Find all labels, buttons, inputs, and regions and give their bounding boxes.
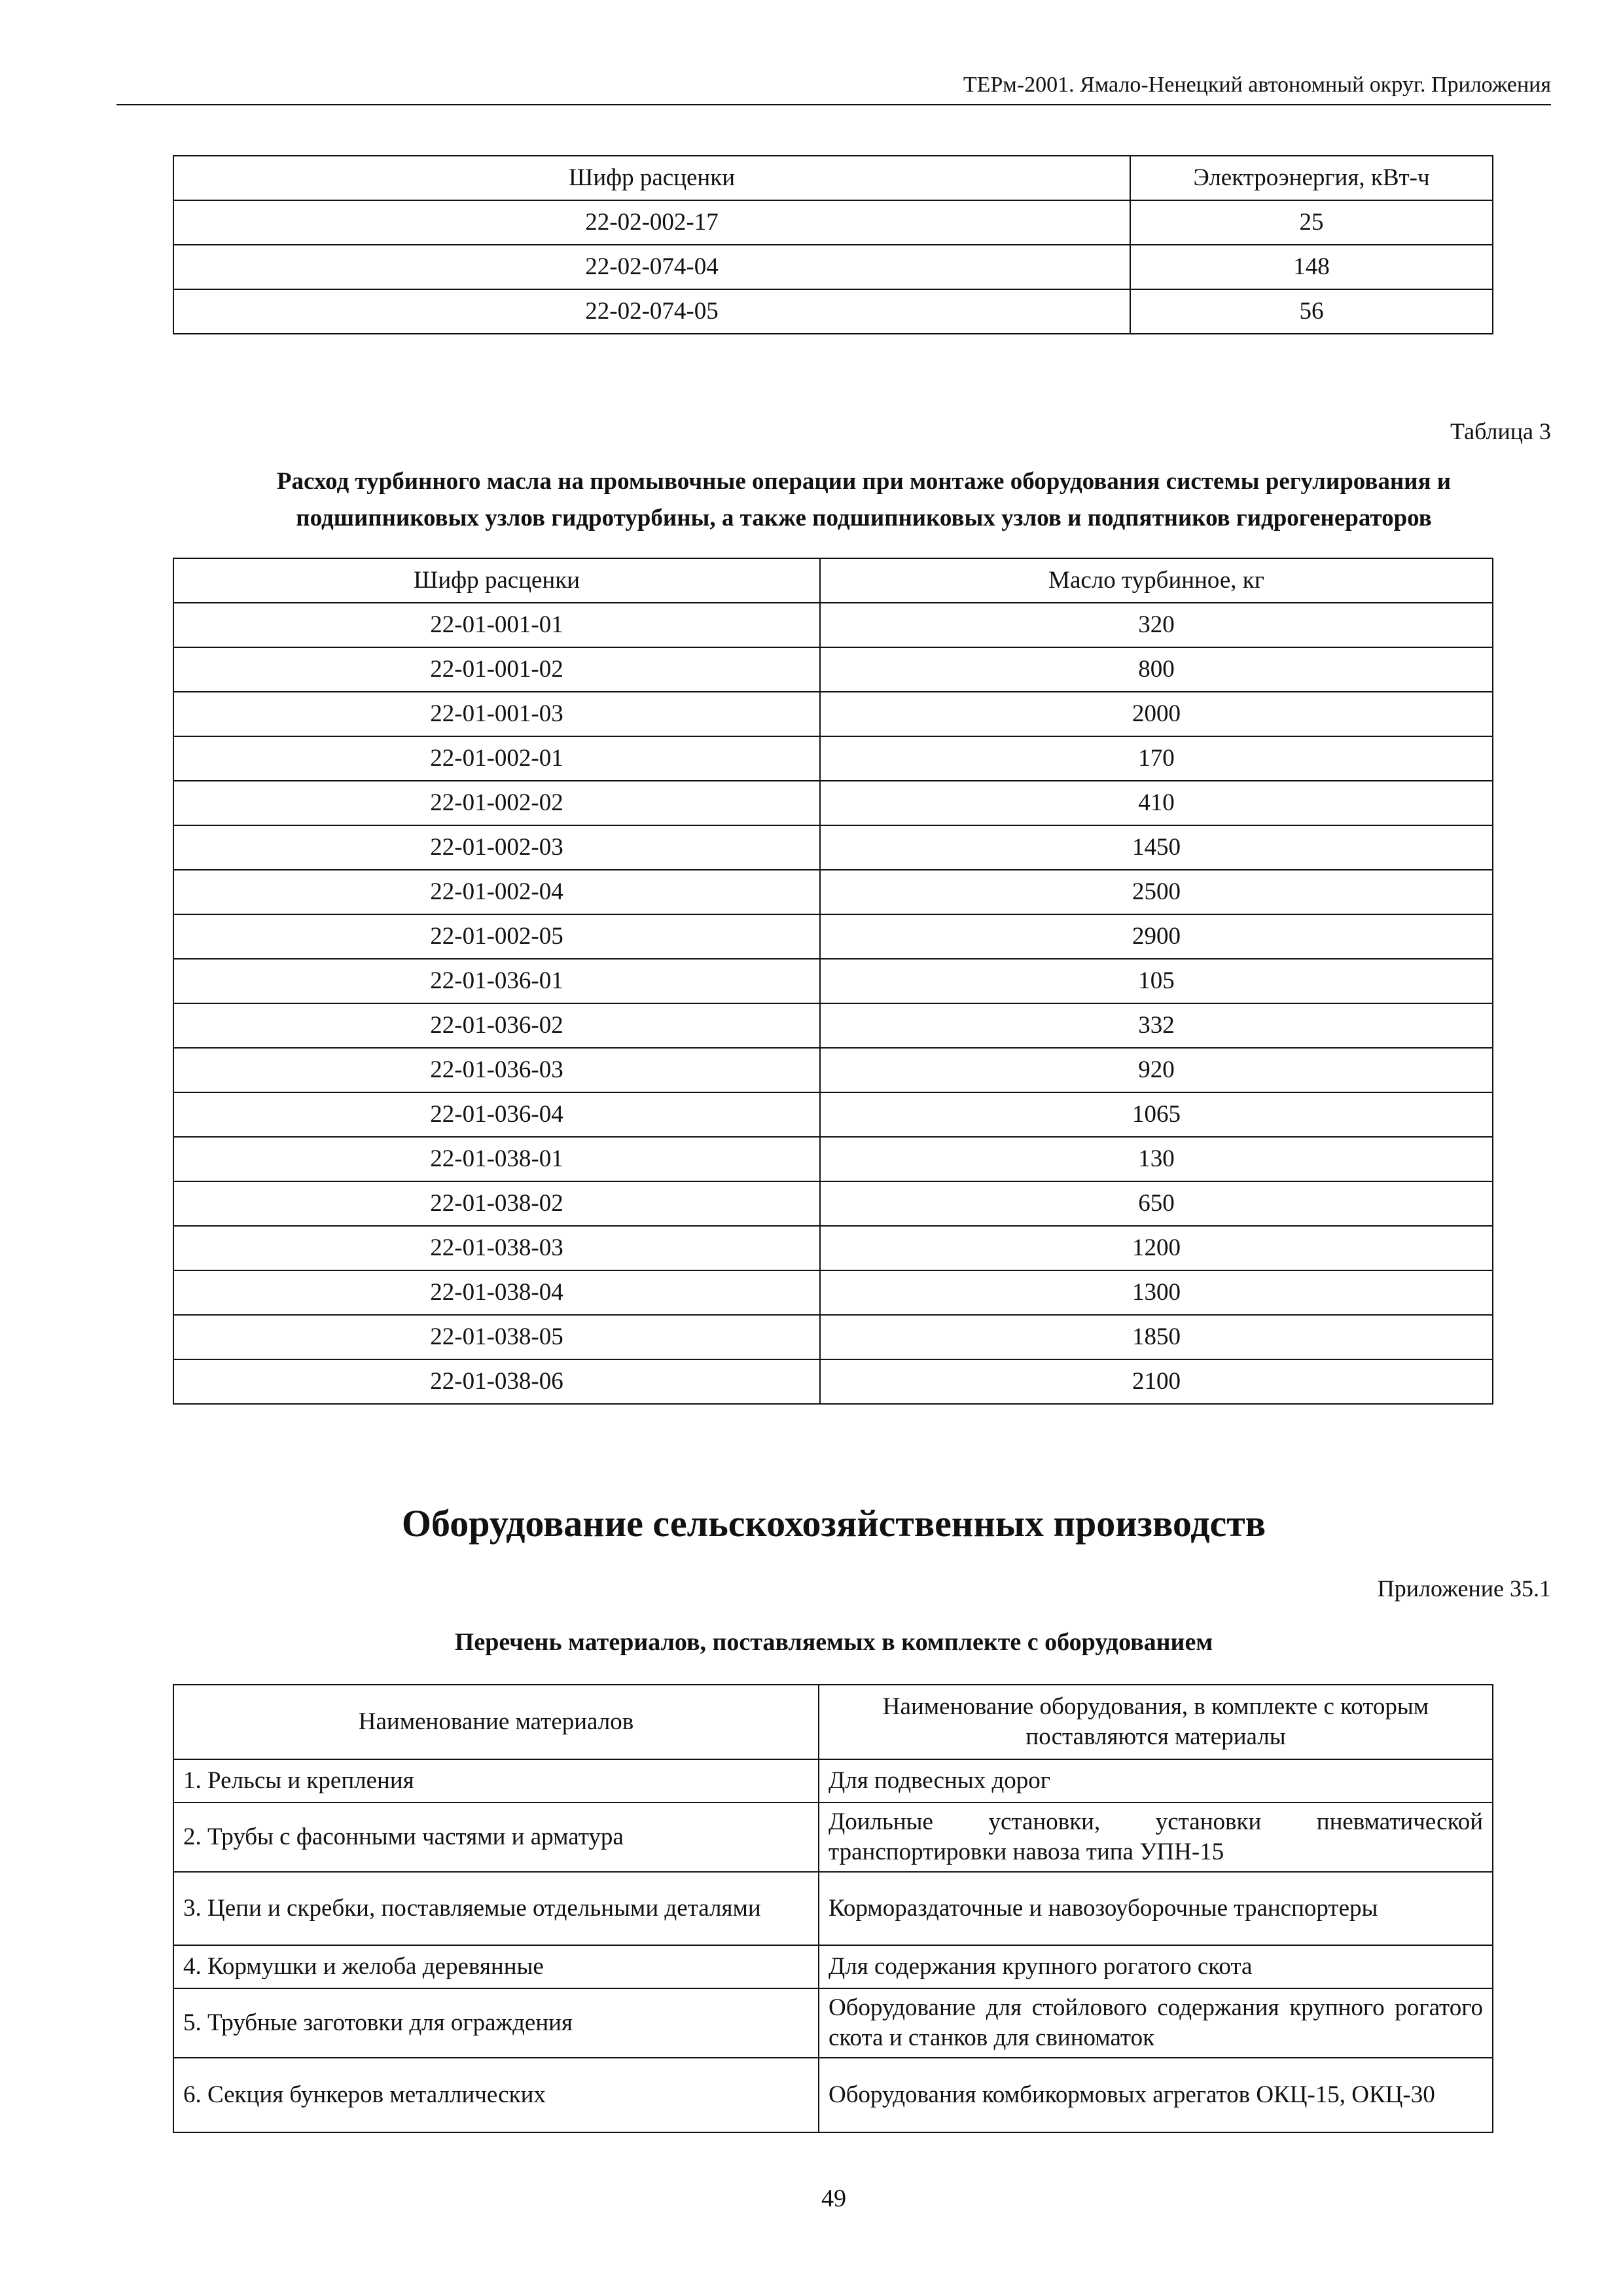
value-cell: 148 <box>1130 245 1493 289</box>
table-row <box>173 914 1493 959</box>
table-row <box>173 1226 1493 1270</box>
value-cell: 1300 <box>820 1270 1493 1315</box>
table-row <box>173 1945 1493 1988</box>
value-cell: 170 <box>820 736 1493 781</box>
value-cell: 410 <box>820 781 1493 825</box>
equipment-cell: Оборудования комбикормовых агрегатов ОКЦ-15, ОКЦ-30 <box>819 2058 1493 2132</box>
table-row <box>173 959 1493 1003</box>
rate-code-cell: 22-01-038-02 <box>173 1181 820 1226</box>
rate-code-cell: 22-01-038-03 <box>173 1226 820 1270</box>
value-cell: 920 <box>820 1048 1493 1092</box>
value-cell: 1850 <box>820 1315 1493 1359</box>
column-header: Наименование оборудования, в комплекте с которым поставляются материалы <box>819 1685 1493 1759</box>
value-cell: 2100 <box>820 1359 1493 1404</box>
rate-code-cell: 22-02-074-04 <box>173 245 1130 289</box>
rate-code-cell: 22-01-002-01 <box>173 736 820 781</box>
section-heading: Оборудование сельскохозяйственных производств <box>401 1502 1266 1545</box>
column-header: Наименование материалов <box>173 1685 819 1759</box>
table-row <box>173 825 1493 870</box>
equipment-cell: Оборудование для стойлового содержания крупного рогатого скота и станков для свиноматок <box>819 1988 1493 2058</box>
table-header-row <box>173 156 1493 200</box>
materials-table <box>173 1684 1493 2133</box>
table-row <box>173 781 1493 825</box>
value-cell: 1450 <box>820 825 1493 870</box>
electricity-table <box>173 155 1493 334</box>
material-cell: 6. Секция бункеров металлических <box>173 2058 819 2132</box>
column-header: Масло турбинное, кг <box>820 558 1493 603</box>
equipment-cell: Доильные установки, установки пневматической транспортировки навоза типа УПН-15 <box>819 1803 1493 1872</box>
material-cell: 5. Трубные заготовки для ограждения <box>173 1988 819 2058</box>
material-cell: 3. Цепи и скребки, поставляемые отдельными деталями <box>173 1872 819 1945</box>
table-row <box>173 1092 1493 1137</box>
value-cell: 320 <box>820 603 1493 647</box>
equipment-cell: Для подвесных дорог <box>819 1759 1493 1803</box>
table-row <box>173 647 1493 692</box>
rate-code-cell: 22-01-036-01 <box>173 959 820 1003</box>
rate-code-cell: 22-01-002-05 <box>173 914 820 959</box>
table-title: Перечень материалов, поставляемых в комплекте с оборудованием <box>454 1628 1213 1656</box>
value-cell: 650 <box>820 1181 1493 1226</box>
appendix-label: Приложение 35.1 <box>1377 1575 1551 1602</box>
table-title <box>170 463 1558 537</box>
material-cell: 2. Трубы с фасонными частями и арматура <box>173 1803 819 1872</box>
header-rule <box>116 104 1551 105</box>
value-cell: 130 <box>820 1137 1493 1181</box>
table-row <box>173 1988 1493 2058</box>
table-row <box>173 289 1493 334</box>
table-row <box>173 200 1493 245</box>
rate-code-cell: 22-01-001-02 <box>173 647 820 692</box>
column-header: Шифр расценки <box>173 558 820 603</box>
value-cell: 2900 <box>820 914 1493 959</box>
table-title-line: Расход турбинного масла на промывочные операции при монтаже оборудования системы регулирования и <box>276 468 1452 495</box>
table-row <box>173 1137 1493 1181</box>
rate-code-cell: 22-01-036-02 <box>173 1003 820 1048</box>
rate-code-cell: 22-01-001-01 <box>173 603 820 647</box>
material-cell: 1. Рельсы и крепления <box>173 1759 819 1803</box>
value-cell: 2500 <box>820 870 1493 914</box>
value-cell: 1065 <box>820 1092 1493 1137</box>
material-cell: 4. Кормушки и желоба деревянные <box>173 1945 819 1988</box>
table-row <box>173 1872 1493 1945</box>
table-row <box>173 1048 1493 1092</box>
rate-code-cell: 22-01-036-03 <box>173 1048 820 1092</box>
rate-code-cell: 22-01-036-04 <box>173 1092 820 1137</box>
value-cell: 25 <box>1130 200 1493 245</box>
equipment-cell: Для содержания крупного рогатого скота <box>819 1945 1493 1988</box>
table-row <box>173 1803 1493 1872</box>
value-cell: 332 <box>820 1003 1493 1048</box>
rate-code-cell: 22-02-074-05 <box>173 289 1130 334</box>
rate-code-cell: 22-01-002-03 <box>173 825 820 870</box>
rate-code-cell: 22-01-038-06 <box>173 1359 820 1404</box>
rate-code-cell: 22-01-038-01 <box>173 1137 820 1181</box>
column-header: Электроэнергия, кВт-ч <box>1130 156 1493 200</box>
column-header: Шифр расценки <box>173 156 1130 200</box>
rate-code-cell: 22-01-002-02 <box>173 781 820 825</box>
rate-code-cell: 22-01-038-05 <box>173 1315 820 1359</box>
table-label: Таблица 3 <box>1450 418 1551 444</box>
value-cell: 105 <box>820 959 1493 1003</box>
table-header-row <box>173 1685 1493 1759</box>
value-cell: 1200 <box>820 1226 1493 1270</box>
value-cell: 2000 <box>820 692 1493 736</box>
table-row <box>173 1003 1493 1048</box>
rate-code-cell: 22-01-001-03 <box>173 692 820 736</box>
table-row <box>173 603 1493 647</box>
equipment-cell: Кормораздаточные и навозоуборочные транспортеры <box>819 1872 1493 1945</box>
table-row <box>173 736 1493 781</box>
table-row <box>173 1359 1493 1404</box>
rate-code-cell: 22-01-002-04 <box>173 870 820 914</box>
table-title-line: подшипниковых узлов гидротурбины, а также подшипниковых узлов и подпятников гидрогенераторов <box>296 505 1432 531</box>
table-row <box>173 1315 1493 1359</box>
turbine-oil-table <box>173 558 1493 1405</box>
table-row <box>173 245 1493 289</box>
table-row <box>173 1759 1493 1803</box>
table-row <box>173 2058 1493 2132</box>
table-row <box>173 692 1493 736</box>
value-cell: 56 <box>1130 289 1493 334</box>
running-header: ТЕРм-2001. Ямало-Ненецкий автономный округ. Приложения <box>963 73 1551 97</box>
table-row <box>173 1270 1493 1315</box>
table-row <box>173 1181 1493 1226</box>
rate-code-cell: 22-01-038-04 <box>173 1270 820 1315</box>
page-number: 49 <box>821 2185 846 2212</box>
table-header-row <box>173 558 1493 603</box>
table-row <box>173 870 1493 914</box>
rate-code-cell: 22-02-002-17 <box>173 200 1130 245</box>
value-cell: 800 <box>820 647 1493 692</box>
